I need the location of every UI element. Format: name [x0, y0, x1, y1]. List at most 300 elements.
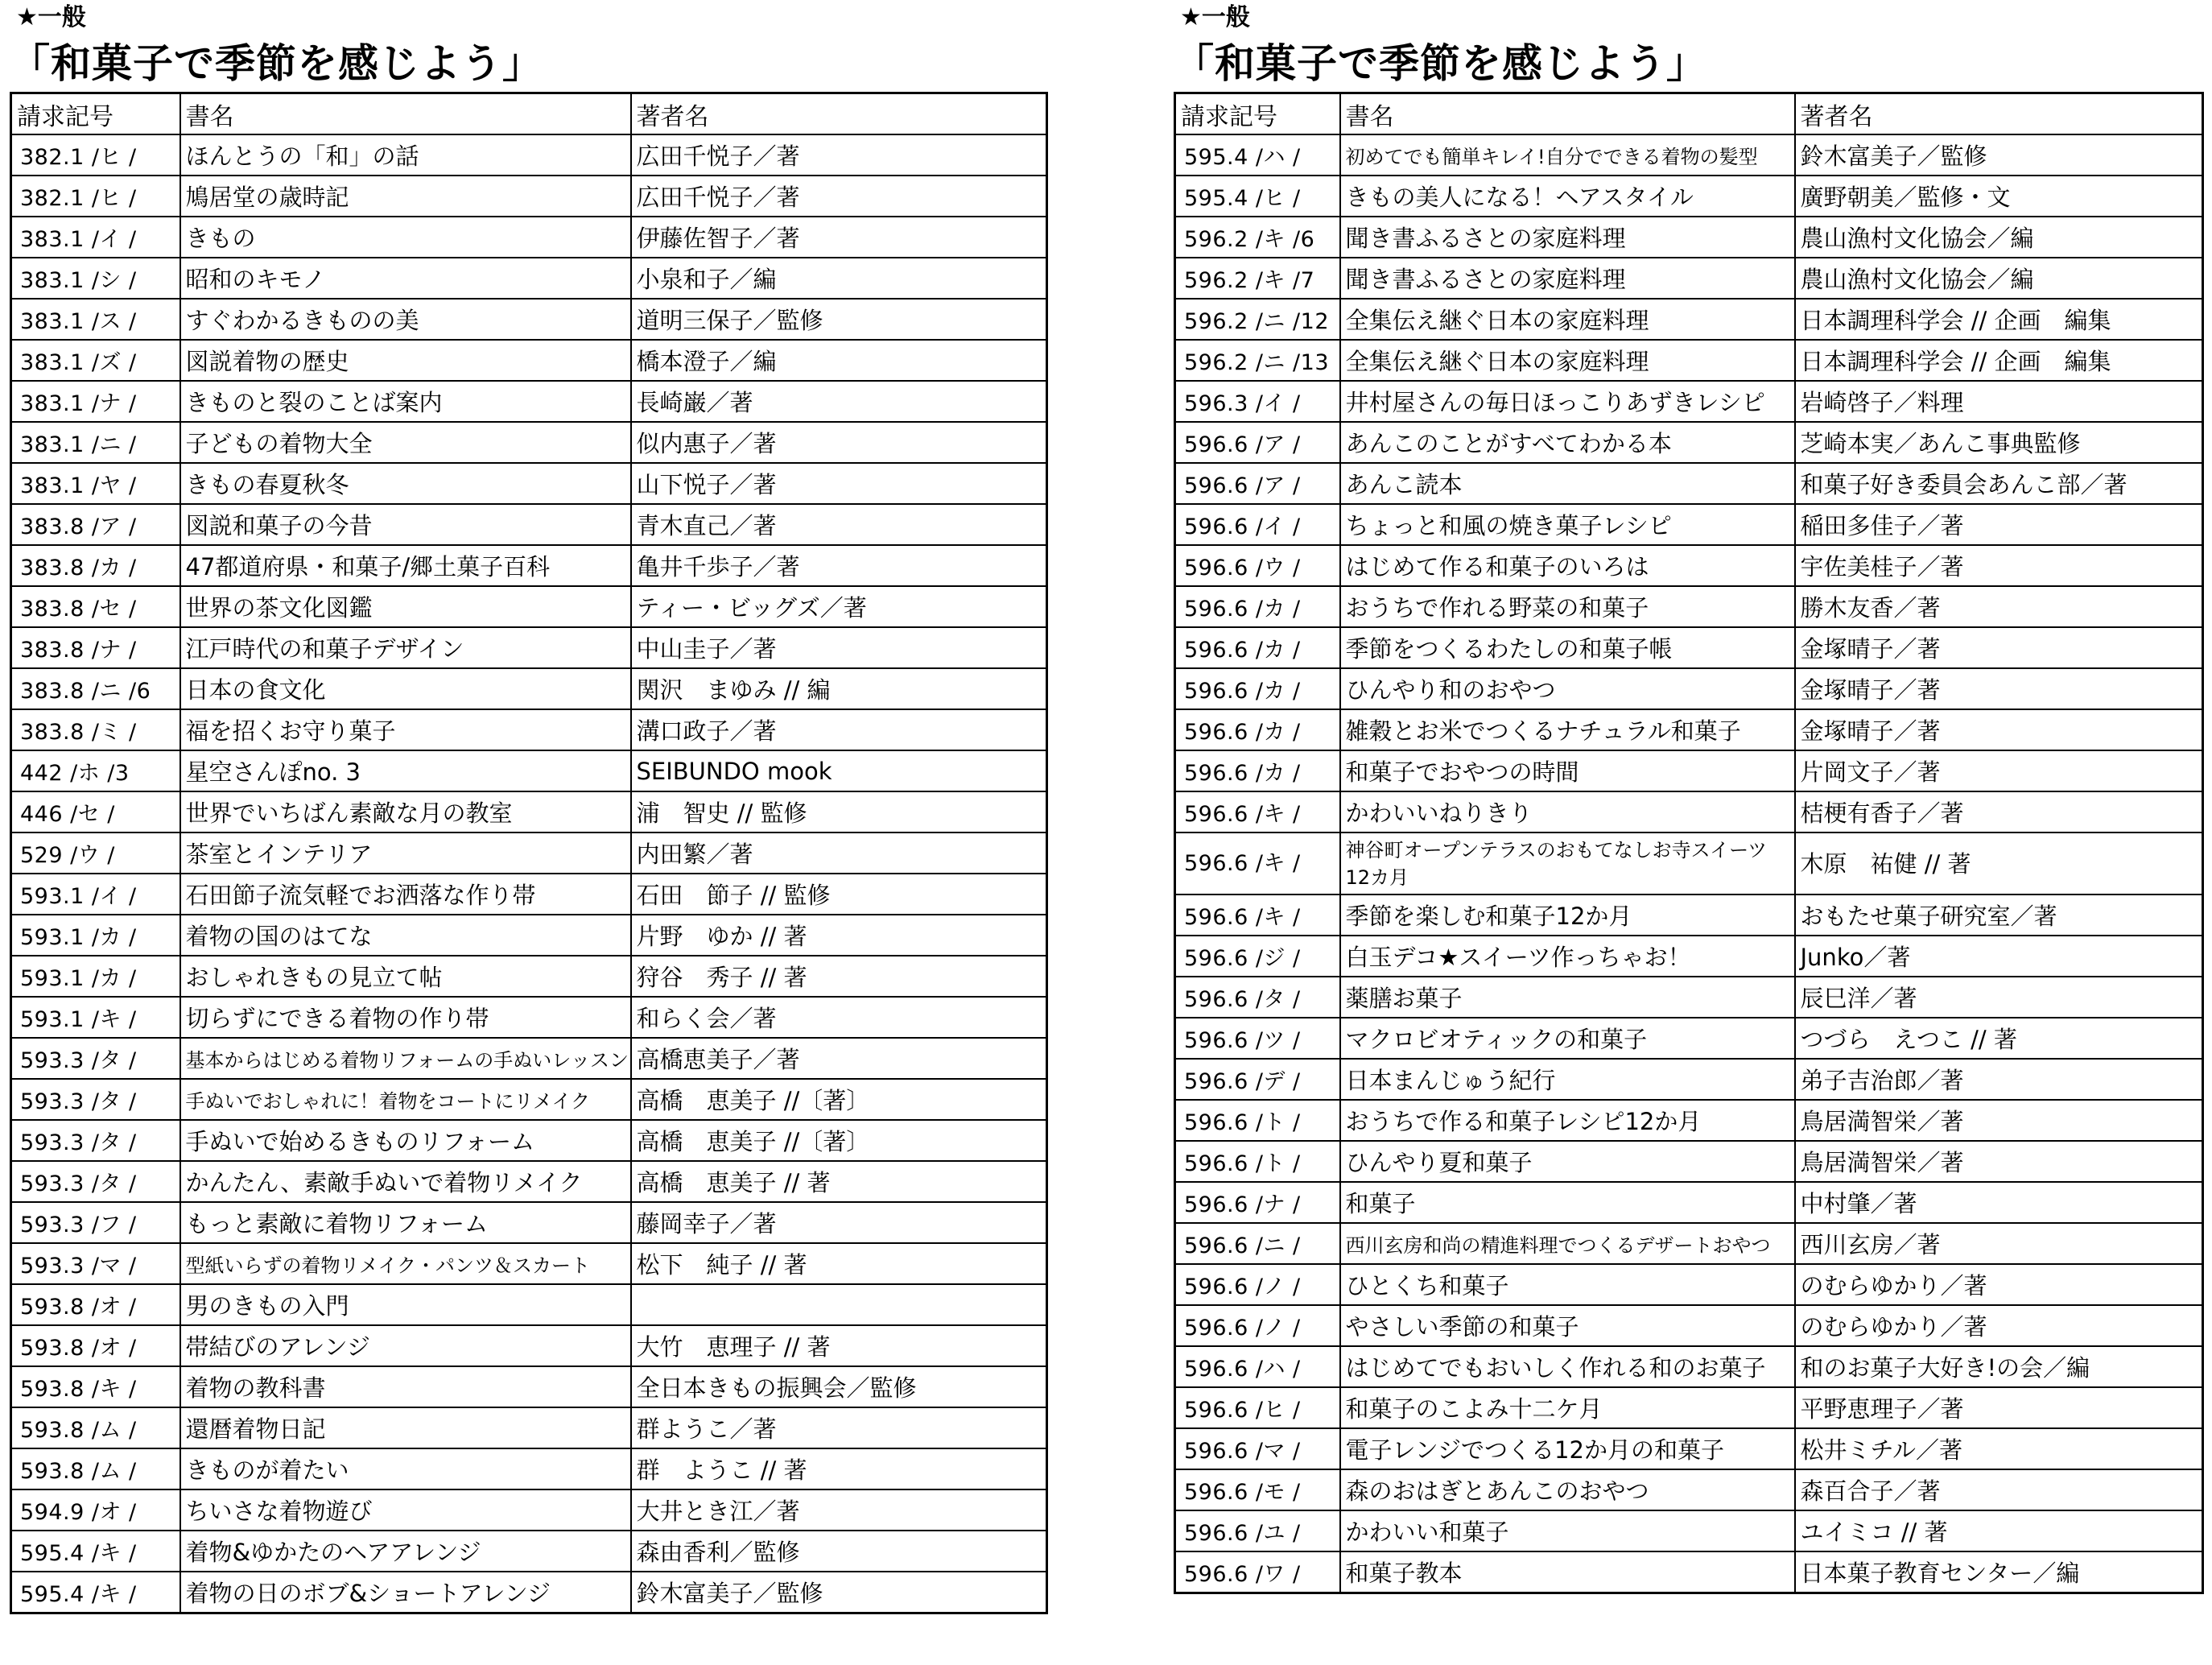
call-number-cell: 442 /ホ /3: [11, 750, 180, 791]
table-row: [11, 832, 1047, 874]
book-title-cell: おしゃれきもの見立て帖: [180, 956, 631, 997]
book-title-cell: きもの: [180, 217, 631, 258]
table-row: [11, 545, 1047, 586]
book-title-cell: おうちで作る和菓子レシピ12か月: [1340, 1100, 1795, 1141]
call-number-cell: 383.1 /ニ /: [11, 422, 180, 463]
call-number-cell: 383.8 /ア /: [11, 504, 180, 545]
book-title-cell: 季節をつくるわたしの和菓子帳: [1340, 627, 1795, 668]
author-cell: 宇佐美桂子／著: [1795, 545, 2203, 586]
table-row: [11, 1448, 1047, 1489]
table-row: [1175, 504, 2203, 545]
call-number-cell: 593.8 /オ /: [11, 1284, 180, 1325]
table-header-row: [1175, 93, 2203, 135]
table-header-row: [11, 93, 1047, 135]
author-cell: 廣野朝美／監修・文: [1795, 176, 2203, 217]
table-body: [1175, 134, 2203, 1593]
table-row: [1175, 299, 2203, 340]
book-title-cell: はじめてでもおいしく作れる和のお菓子: [1340, 1346, 1795, 1387]
table-row: [1175, 586, 2203, 627]
call-number-cell: 596.6 /タ /: [1175, 977, 1340, 1018]
book-title-cell: 神谷町オープンテラスのおもてなしお寺スイーツ12カ月: [1340, 832, 1795, 894]
call-number-cell: 596.6 /ア /: [1175, 422, 1340, 463]
book-title-cell: 季節を楽しむ和菓子12か月: [1340, 894, 1795, 936]
call-number-cell: 593.3 /タ /: [11, 1161, 180, 1202]
book-title-cell: 茶室とインテリア: [180, 832, 631, 874]
call-number-cell: 593.1 /イ /: [11, 874, 180, 915]
book-title-cell: 初めてでも簡単キレイ!自分でできる着物の髪型: [1340, 134, 1795, 176]
header-author: 著者名: [631, 93, 1047, 135]
table-row: [1175, 1100, 2203, 1141]
table-row: [1175, 936, 2203, 977]
author-cell: 青木直己／著: [631, 504, 1047, 545]
table-row: [1175, 258, 2203, 299]
call-number-cell: 383.1 /イ /: [11, 217, 180, 258]
call-number-cell: 383.8 /ニ /6: [11, 668, 180, 709]
header-author: 著者名: [1795, 93, 2203, 135]
table-row: [11, 258, 1047, 299]
call-number-cell: 596.6 /カ /: [1175, 586, 1340, 627]
author-cell: 弟子吉治郎／著: [1795, 1059, 2203, 1100]
table-row: [1175, 1428, 2203, 1469]
author-cell: 西川玄房／著: [1795, 1223, 2203, 1264]
table-row: [1175, 1018, 2203, 1059]
call-number-cell: 383.1 /ナ /: [11, 381, 180, 422]
table-row: [1175, 381, 2203, 422]
book-title-cell: かわいいねりきり: [1340, 791, 1795, 832]
call-number-cell: 596.6 /ア /: [1175, 463, 1340, 504]
book-title-cell: やさしい季節の和菓子: [1340, 1305, 1795, 1346]
author-cell: 内田繁／著: [631, 832, 1047, 874]
author-cell: 和のお菓子大好き!の会／編: [1795, 1346, 2203, 1387]
call-number-cell: 596.6 /ト /: [1175, 1100, 1340, 1141]
book-title-cell: 手ぬいでおしゃれに！着物をコートにリメイク: [180, 1079, 631, 1120]
call-number-cell: 593.3 /マ /: [11, 1243, 180, 1284]
book-title-cell: きもの春夏秋冬: [180, 463, 631, 504]
call-number-cell: 383.8 /カ /: [11, 545, 180, 586]
author-cell: 大井とき江／著: [631, 1489, 1047, 1531]
table-row: [1175, 1059, 2203, 1100]
book-title-cell: 聞き書ふるさとの家庭料理: [1340, 258, 1795, 299]
author-cell: 中山圭子／著: [631, 627, 1047, 668]
call-number-cell: 596.2 /ニ /12: [1175, 299, 1340, 340]
book-title-cell: すぐわかるきものの美: [180, 299, 631, 340]
book-title-cell: 切らずにできる着物の作り帯: [180, 997, 631, 1038]
table-row: [11, 668, 1047, 709]
book-title-cell: ほんとうの「和」の話: [180, 134, 631, 176]
book-title-cell: 薬膳お菓子: [1340, 977, 1795, 1018]
call-number-cell: 596.6 /ノ /: [1175, 1264, 1340, 1305]
call-number-cell: 596.6 /ハ /: [1175, 1346, 1340, 1387]
author-cell: 全日本きもの振興会／監修: [631, 1366, 1047, 1407]
author-cell: 高橋 恵美子 // 著: [631, 1161, 1047, 1202]
table-row: [11, 1531, 1047, 1572]
table-row: [1175, 977, 2203, 1018]
table-row: [11, 1038, 1047, 1079]
book-title-cell: マクロビオティックの和菓子: [1340, 1018, 1795, 1059]
author-cell: 日本菓子教育センター／編: [1795, 1551, 2203, 1593]
table-row: [11, 504, 1047, 545]
book-title-cell: 電子レンジでつくる12か月の和菓子: [1340, 1428, 1795, 1469]
call-number-cell: 593.3 /タ /: [11, 1120, 180, 1161]
book-title-cell: きものと裂のことば案内: [180, 381, 631, 422]
author-cell: 鳥居満智栄／著: [1795, 1100, 2203, 1141]
book-title-cell: 鳩居堂の歳時記: [180, 176, 631, 217]
call-number-cell: 595.4 /キ /: [11, 1531, 180, 1572]
author-cell: 木原 祐健 // 著: [1795, 832, 2203, 894]
call-number-cell: 596.6 /キ /: [1175, 791, 1340, 832]
author-cell: 芝崎本実／あんこ事典監修: [1795, 422, 2203, 463]
author-cell: 森由香利／監修: [631, 1531, 1047, 1572]
author-cell: 似内惠子／著: [631, 422, 1047, 463]
book-title-cell: 図説和菓子の今昔: [180, 504, 631, 545]
table-row: [1175, 217, 2203, 258]
call-number-cell: 383.1 /シ /: [11, 258, 180, 299]
table-row: [11, 1572, 1047, 1613]
author-cell: 高橋 恵美子 //〔著〕: [631, 1120, 1047, 1161]
book-title-cell: 着物の国のはてな: [180, 915, 631, 956]
book-title-cell: 石田節子流気軽でお洒落な作り帯: [180, 874, 631, 915]
table-row: [11, 1366, 1047, 1407]
call-number-cell: 593.3 /タ /: [11, 1079, 180, 1120]
book-table: [10, 92, 1048, 1614]
author-cell: 高橋 恵美子 //〔著〕: [631, 1079, 1047, 1120]
book-title-cell: きものが着たい: [180, 1448, 631, 1489]
author-cell: 稲田多佳子／著: [1795, 504, 2203, 545]
call-number-cell: 596.6 /カ /: [1175, 668, 1340, 709]
call-number-cell: 593.8 /ム /: [11, 1448, 180, 1489]
table-row: [11, 1243, 1047, 1284]
author-cell: 片岡文子／著: [1795, 750, 2203, 791]
call-number-cell: 593.8 /キ /: [11, 1366, 180, 1407]
table-row: [11, 997, 1047, 1038]
book-title-cell: 全集伝え継ぐ日本の家庭料理: [1340, 340, 1795, 381]
table-row: [1175, 832, 2203, 894]
author-cell: 金塚晴子／著: [1795, 668, 2203, 709]
book-title-cell: 着物&ゆかたのヘアアレンジ: [180, 1531, 631, 1572]
table-row: [11, 627, 1047, 668]
author-cell: Junko／著: [1795, 936, 2203, 977]
table-row: [11, 956, 1047, 997]
author-cell: 長崎巌／著: [631, 381, 1047, 422]
author-cell: のむらゆかり／著: [1795, 1305, 2203, 1346]
author-cell: 片野 ゆか // 著: [631, 915, 1047, 956]
author-cell: 金塚晴子／著: [1795, 627, 2203, 668]
author-cell: 鈴木富美子／監修: [1795, 134, 2203, 176]
book-title-cell: 和菓子のこよみ十二ケ月: [1340, 1387, 1795, 1428]
header-call-number: 請求記号: [1175, 93, 1340, 135]
call-number-cell: 596.6 /モ /: [1175, 1469, 1340, 1510]
table-row: [11, 299, 1047, 340]
call-number-cell: 596.6 /ユ /: [1175, 1510, 1340, 1551]
author-cell: つづら えつこ // 著: [1795, 1018, 2203, 1059]
call-number-cell: 596.6 /ニ /: [1175, 1223, 1340, 1264]
header-call-number: 請求記号: [11, 93, 180, 135]
call-number-cell: 593.1 /キ /: [11, 997, 180, 1038]
table-row: [11, 1202, 1047, 1243]
table-row: [1175, 1182, 2203, 1223]
table-row: [11, 1120, 1047, 1161]
author-cell: 鈴木富美子／監修: [631, 1572, 1047, 1613]
table-row: [11, 1489, 1047, 1531]
call-number-cell: 383.8 /ナ /: [11, 627, 180, 668]
author-cell: 和菓子好き委員会あんこ部／著: [1795, 463, 2203, 504]
book-title-cell: ひんやり夏和菓子: [1340, 1141, 1795, 1182]
book-title-cell: 世界の茶文化図鑑: [180, 586, 631, 627]
author-cell: SEIBUNDO mook: [631, 750, 1047, 791]
table-row: [11, 381, 1047, 422]
book-title-cell: 帯結びのアレンジ: [180, 1325, 631, 1366]
right-panel: [1174, 0, 2204, 1594]
table-row: [1175, 1305, 2203, 1346]
table-row: [1175, 1141, 2203, 1182]
table-row: [1175, 750, 2203, 791]
book-title-cell: 図説着物の歴史: [180, 340, 631, 381]
call-number-cell: 596.6 /カ /: [1175, 709, 1340, 750]
author-cell: 群ようこ／著: [631, 1407, 1047, 1448]
table-row: [1175, 545, 2203, 586]
author-cell: 農山漁村文化協会／編: [1795, 217, 2203, 258]
book-title-cell: 井村屋さんの毎日ほっこりあずきレシピ: [1340, 381, 1795, 422]
call-number-cell: 595.4 /キ /: [11, 1572, 180, 1613]
table-row: [1175, 134, 2203, 176]
author-cell: 山下悦子／著: [631, 463, 1047, 504]
call-number-cell: 595.4 /ヒ /: [1175, 176, 1340, 217]
category-label: ★一般: [1180, 3, 1250, 31]
author-cell: 勝木友香／著: [1795, 586, 2203, 627]
call-number-cell: 596.2 /キ /6: [1175, 217, 1340, 258]
header-title: 書名: [180, 93, 631, 135]
book-title-cell: 森のおはぎとあんこのおやつ: [1340, 1469, 1795, 1510]
author-cell: 溝口政子／著: [631, 709, 1047, 750]
book-title-cell: 福を招くお守り菓子: [180, 709, 631, 750]
call-number-cell: 383.1 /ズ /: [11, 340, 180, 381]
author-cell: 松下 純子 // 著: [631, 1243, 1047, 1284]
book-title-cell: 星空さんぽno. 3: [180, 750, 631, 791]
table-body: [11, 134, 1047, 1613]
author-cell: 伊藤佐智子／著: [631, 217, 1047, 258]
author-cell: 橋本澄子／編: [631, 340, 1047, 381]
book-title-cell: もっと素敵に着物リフォーム: [180, 1202, 631, 1243]
author-cell: 辰巳洋／著: [1795, 977, 2203, 1018]
category-label: ★一般: [16, 3, 86, 31]
book-title-cell: 型紙いらずの着物リメイク・パンツ＆スカート: [180, 1243, 631, 1284]
table-row: [1175, 1223, 2203, 1264]
call-number-cell: 446 /セ /: [11, 791, 180, 832]
left-panel: [10, 0, 1048, 1614]
call-number-cell: 596.6 /ノ /: [1175, 1305, 1340, 1346]
author-cell: 鳥居満智栄／著: [1795, 1141, 2203, 1182]
author-cell: 藤岡幸子／著: [631, 1202, 1047, 1243]
table-row: [1175, 422, 2203, 463]
author-cell: 金塚晴子／著: [1795, 709, 2203, 750]
book-title-cell: かんたん、素敵手ぬいで着物リメイク: [180, 1161, 631, 1202]
table-row: [1175, 340, 2203, 381]
table-row: [1175, 463, 2203, 504]
table-row: [1175, 894, 2203, 936]
table-row: [11, 1284, 1047, 1325]
table-row: [11, 1079, 1047, 1120]
book-title-cell: 着物の教科書: [180, 1366, 631, 1407]
call-number-cell: 596.2 /ニ /13: [1175, 340, 1340, 381]
call-number-cell: 596.6 /ト /: [1175, 1141, 1340, 1182]
call-number-cell: 593.8 /ム /: [11, 1407, 180, 1448]
table-row: [11, 874, 1047, 915]
call-number-cell: 593.8 /オ /: [11, 1325, 180, 1366]
author-cell: 松井ミチル／著: [1795, 1428, 2203, 1469]
table-row: [11, 463, 1047, 504]
author-cell: ティー・ビッグズ／著: [631, 586, 1047, 627]
author-cell: 大竹 恵理子 // 著: [631, 1325, 1047, 1366]
call-number-cell: 383.8 /セ /: [11, 586, 180, 627]
author-cell: 石田 節子 // 監修: [631, 874, 1047, 915]
book-title-cell: おうちで作れる野菜の和菓子: [1340, 586, 1795, 627]
book-title-cell: 白玉デコ★スイーツ作っちゃお！: [1340, 936, 1795, 977]
table-row: [11, 586, 1047, 627]
author-cell: 亀井千歩子／著: [631, 545, 1047, 586]
call-number-cell: 596.6 /イ /: [1175, 504, 1340, 545]
book-title-cell: 昭和のキモノ: [180, 258, 631, 299]
table-row: [1175, 627, 2203, 668]
table-row: [1175, 1264, 2203, 1305]
book-title-cell: 雑穀とお米でつくるナチュラル和菓子: [1340, 709, 1795, 750]
table-row: [11, 340, 1047, 381]
author-cell: 和らく会／著: [631, 997, 1047, 1038]
call-number-cell: 596.6 /ヒ /: [1175, 1387, 1340, 1428]
table-row: [11, 176, 1047, 217]
author-cell: 農山漁村文化協会／編: [1795, 258, 2203, 299]
author-cell: 小泉和子／編: [631, 258, 1047, 299]
table-row: [1175, 1387, 2203, 1428]
book-title-cell: 全集伝え継ぐ日本の家庭料理: [1340, 299, 1795, 340]
call-number-cell: 596.6 /ウ /: [1175, 545, 1340, 586]
book-title-cell: 男のきもの入門: [180, 1284, 631, 1325]
table-row: [11, 915, 1047, 956]
table-row: [1175, 709, 2203, 750]
author-cell: 平野恵理子／著: [1795, 1387, 2203, 1428]
call-number-cell: 383.1 /ス /: [11, 299, 180, 340]
call-number-cell: 595.4 /ハ /: [1175, 134, 1340, 176]
book-title-cell: 世界でいちばん素敵な月の教室: [180, 791, 631, 832]
author-cell: 中村肇／著: [1795, 1182, 2203, 1223]
author-cell: 高橋恵美子／著: [631, 1038, 1047, 1079]
book-title-cell: きもの美人になる！ヘアスタイル: [1340, 176, 1795, 217]
book-title-cell: あんこ読本: [1340, 463, 1795, 504]
call-number-cell: 593.1 /カ /: [11, 915, 180, 956]
book-title-cell: 47都道府県・和菓子/郷土菓子百科: [180, 545, 631, 586]
book-title-cell: 基本からはじめる着物リフォームの手ぬいレッスン: [180, 1038, 631, 1079]
book-title-cell: 子どもの着物大全: [180, 422, 631, 463]
author-cell: おもたせ菓子研究室／著: [1795, 894, 2203, 936]
book-title-cell: 日本の食文化: [180, 668, 631, 709]
call-number-cell: 596.6 /ツ /: [1175, 1018, 1340, 1059]
book-title-cell: はじめて作る和菓子のいろは: [1340, 545, 1795, 586]
table-row: [11, 422, 1047, 463]
book-title-cell: かわいい和菓子: [1340, 1510, 1795, 1551]
table-row: [1175, 668, 2203, 709]
book-title-cell: 江戸時代の和菓子デザイン: [180, 627, 631, 668]
book-title-cell: 還暦着物日記: [180, 1407, 631, 1448]
call-number-cell: 382.1 /ヒ /: [11, 176, 180, 217]
call-number-cell: 596.6 /マ /: [1175, 1428, 1340, 1469]
author-cell: 岩崎啓子／料理: [1795, 381, 2203, 422]
call-number-cell: 529 /ウ /: [11, 832, 180, 874]
call-number-cell: 596.6 /ナ /: [1175, 1182, 1340, 1223]
call-number-cell: 596.6 /キ /: [1175, 832, 1340, 894]
call-number-cell: 596.6 /ジ /: [1175, 936, 1340, 977]
call-number-cell: 383.8 /ミ /: [11, 709, 180, 750]
table-row: [1175, 1551, 2203, 1593]
author-cell: のむらゆかり／著: [1795, 1264, 2203, 1305]
table-row: [1175, 1469, 2203, 1510]
call-number-cell: 594.9 /オ /: [11, 1489, 180, 1531]
book-title-cell: あんこのことがすべてわかる本: [1340, 422, 1795, 463]
table-row: [11, 134, 1047, 176]
book-title-cell: 着物の日のボブ&ショートアレンジ: [180, 1572, 631, 1613]
call-number-cell: 593.1 /カ /: [11, 956, 180, 997]
author-cell: 道明三保子／監修: [631, 299, 1047, 340]
call-number-cell: 596.6 /デ /: [1175, 1059, 1340, 1100]
book-title-cell: ちいさな着物遊び: [180, 1489, 631, 1531]
author-cell: 日本調理科学会 // 企画 編集: [1795, 299, 2203, 340]
call-number-cell: 593.3 /フ /: [11, 1202, 180, 1243]
author-cell: [631, 1284, 1047, 1325]
table-row: [1175, 176, 2203, 217]
author-cell: 浦 智史 // 監修: [631, 791, 1047, 832]
table-row: [11, 709, 1047, 750]
author-cell: 広田千悦子／著: [631, 134, 1047, 176]
call-number-cell: 382.1 /ヒ /: [11, 134, 180, 176]
book-title-cell: 和菓子教本: [1340, 1551, 1795, 1593]
page-title: 「和菓子で季節を感じよう」: [1174, 40, 1707, 87]
author-cell: 広田千悦子／著: [631, 176, 1047, 217]
call-number-cell: 596.3 /イ /: [1175, 381, 1340, 422]
author-cell: ユイミコ // 著: [1795, 1510, 2203, 1551]
header-title: 書名: [1340, 93, 1795, 135]
table-row: [1175, 791, 2203, 832]
page-title: 「和菓子で季節を感じよう」: [10, 40, 543, 87]
call-number-cell: 383.1 /ヤ /: [11, 463, 180, 504]
call-number-cell: 596.6 /カ /: [1175, 750, 1340, 791]
author-cell: 狩谷 秀子 // 著: [631, 956, 1047, 997]
table-row: [11, 1325, 1047, 1366]
book-title-cell: 和菓子: [1340, 1182, 1795, 1223]
author-cell: 日本調理科学会 // 企画 編集: [1795, 340, 2203, 381]
book-title-cell: 西川玄房和尚の精進料理でつくるデザートおやつ: [1340, 1223, 1795, 1264]
table-row: [11, 1161, 1047, 1202]
author-cell: 森百合子／著: [1795, 1469, 2203, 1510]
call-number-cell: 593.3 /タ /: [11, 1038, 180, 1079]
author-cell: 群 ようこ // 著: [631, 1448, 1047, 1489]
author-cell: 桔梗有香子／著: [1795, 791, 2203, 832]
table-row: [11, 1407, 1047, 1448]
table-row: [1175, 1346, 2203, 1387]
call-number-cell: 596.6 /キ /: [1175, 894, 1340, 936]
book-title-cell: 手ぬいで始めるきものリフォーム: [180, 1120, 631, 1161]
table-row: [11, 791, 1047, 832]
book-table: [1174, 92, 2204, 1594]
call-number-cell: 596.6 /カ /: [1175, 627, 1340, 668]
book-title-cell: 和菓子でおやつの時間: [1340, 750, 1795, 791]
book-title-cell: 聞き書ふるさとの家庭料理: [1340, 217, 1795, 258]
table-row: [1175, 1510, 2203, 1551]
table-row: [11, 217, 1047, 258]
book-title-cell: ちょっと和風の焼き菓子レシピ: [1340, 504, 1795, 545]
book-title-cell: 日本まんじゅう紀行: [1340, 1059, 1795, 1100]
book-title-cell: ひんやり和のおやつ: [1340, 668, 1795, 709]
author-cell: 関沢 まゆみ // 編: [631, 668, 1047, 709]
table-row: [11, 750, 1047, 791]
book-title-cell: ひとくち和菓子: [1340, 1264, 1795, 1305]
